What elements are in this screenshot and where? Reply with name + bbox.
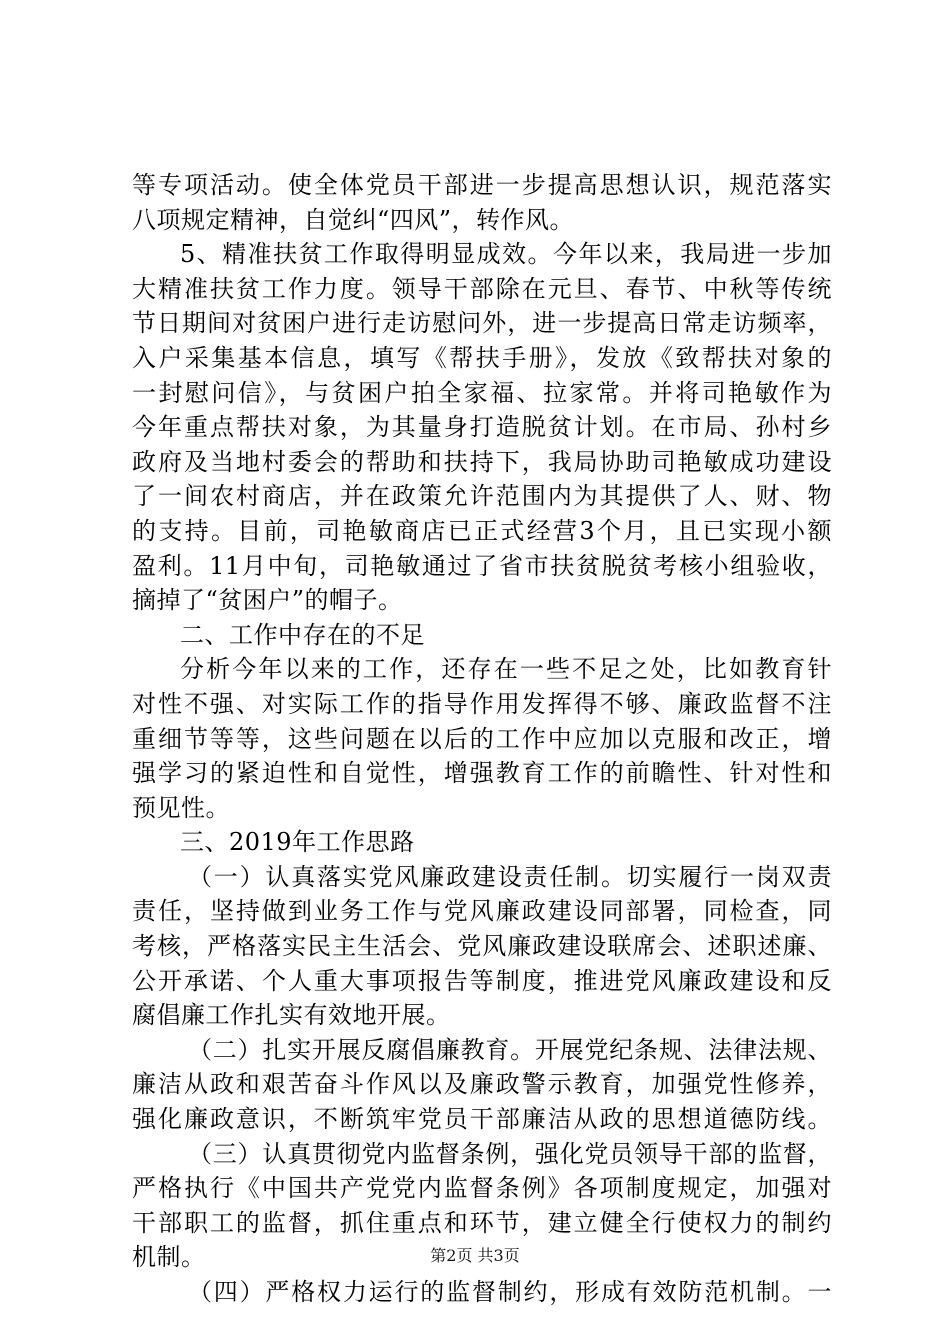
text-line: 大精准扶贫工作力度。领导干部除在元旦、春节、中秋等传统 [132, 274, 832, 303]
text-line: 分析今年以来的工作，还存在一些不足之处，比如教育针 [180, 655, 832, 684]
text-line: 摘掉了“贫困户”的帽子。 [132, 586, 403, 615]
text-line: 责任，坚持做到业务工作与党风廉政建设同部署，同检查，同 [132, 897, 832, 926]
text-line: 强化廉政意识，不断筑牢党员干部廉洁从政的思想道德防线。 [132, 1105, 832, 1134]
text-line: 廉洁从政和艰苦奋斗作风以及廉政警示教育，加强党性修养， [132, 1070, 832, 1099]
text-line: 入户采集基本信息，填写《帮扶手册》，发放《致帮扶对象的 [132, 343, 832, 372]
text-line: 盈利。11月中旬，司艳敏通过了省市扶贫脱贫考核小组验收， [132, 551, 832, 580]
text-line: 重细节等等，这些问题在以后的工作中应加以克服和改正，增 [132, 724, 832, 753]
text-line: 公开承诺、个人重大事项报告等制度，推进党风廉政建设和反 [132, 966, 832, 995]
text-line: 一封慰问信》，与贫困户拍全家福、拉家常。并将司艳敏作为 [132, 378, 832, 407]
text-line: 等专项活动。使全体党员干部进一步提高思想认识，规范落实 [132, 171, 832, 199]
section-heading: 三、2019年工作思路 [180, 828, 415, 857]
text-line: 严格执行《中国共产党党内监督条例》各项制度规定，加强对 [132, 1174, 832, 1203]
text-line: 对性不强、对实际工作的指导作用发挥得不够、廉政监督不注 [132, 689, 832, 718]
document-body [132, 168, 832, 1310]
text-line: 机制。 [132, 1243, 206, 1272]
text-line: （二）扎实开展反腐倡廉教育。开展党纪条规、法律法规、 [188, 1035, 832, 1064]
text-line: 考核，严格落实民主生活会、党风廉政建设联席会、述职述廉、 [132, 932, 832, 961]
text-line: 节日期间对贫困户进行走访慰问外，进一步提高日常走访频率， [132, 309, 832, 338]
section-heading: 二、工作中存在的不足 [180, 620, 425, 649]
text-line: （三）认真贯彻党内监督条例，强化党员领导干部的监督， [188, 1139, 832, 1168]
text-line: 5、精准扶贫工作取得明显成效。今年以来，我局进一步加 [180, 240, 832, 269]
text-line: 腐倡廉工作扎实有效地开展。 [132, 1001, 451, 1030]
text-line: 强学习的紧迫性和自觉性，增强教育工作的前瞻性、针对性和 [132, 759, 832, 788]
text-line: 干部职工的监督，抓住重点和环节，建立健全行使权力的制约 [132, 1208, 832, 1237]
text-line: 预见性。 [132, 793, 230, 822]
text-line: 的支持。目前，司艳敏商店已正式经营3个月，且已实现小额 [132, 516, 832, 545]
text-line: （四）严格权力运行的监督制约，形成有效防范机制。一 [188, 1278, 832, 1306]
page-number-footer: 第2页 共3页 [430, 1246, 520, 1265]
text-line: 今年重点帮扶对象，为其量身打造脱贫计划。在市局、孙村乡 [132, 413, 832, 442]
text-line: 了一间农村商店，并在政策允许范围内为其提供了人、财、物 [132, 482, 832, 511]
text-line: 八项规定精神，自觉纠“四风”，转作风。 [132, 205, 575, 234]
text-line: （一）认真落实党风廉政建设责任制。切实履行一岗双责 [188, 862, 832, 891]
text-line: 政府及当地村委会的帮助和扶持下，我局协助司艳敏成功建设 [132, 447, 832, 476]
